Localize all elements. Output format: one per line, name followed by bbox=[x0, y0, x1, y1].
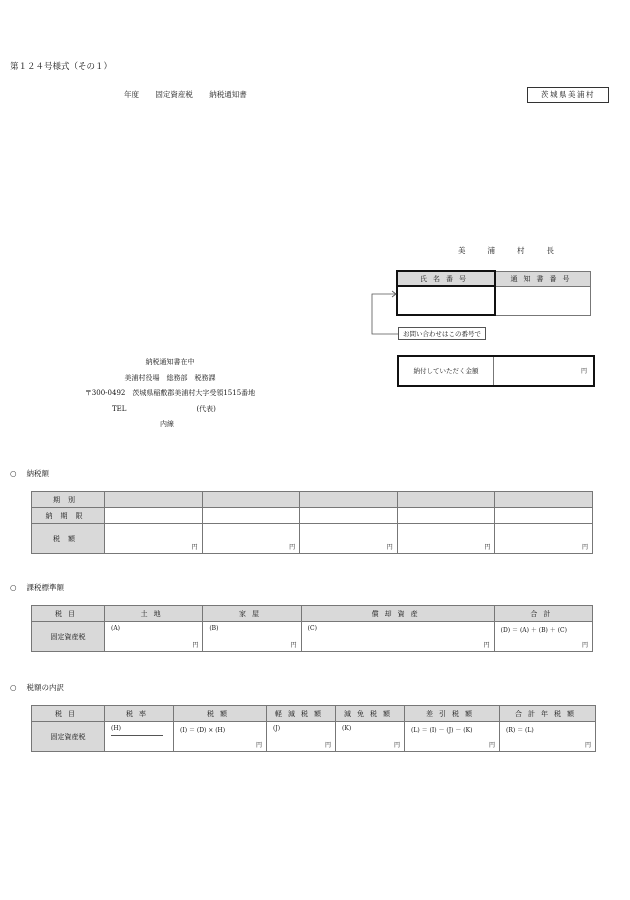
title-tax: 固定資産税 bbox=[155, 90, 193, 99]
yen-unit: 円 bbox=[584, 742, 591, 749]
yen-unit: 円 bbox=[324, 742, 331, 749]
yen-unit: 円 bbox=[483, 642, 490, 649]
header-house: 家屋 bbox=[203, 606, 301, 622]
header-exempted: 減免税額 bbox=[336, 706, 405, 722]
header-depreciable: 償却資産 bbox=[301, 606, 494, 622]
cell bbox=[105, 508, 203, 524]
tax-cell bbox=[495, 524, 593, 554]
row-fixed-asset-tax: 固定資産税 bbox=[32, 622, 105, 652]
office-name: 美浦村役場 総務部 税務課 bbox=[124, 373, 216, 382]
row-period: 期別 bbox=[32, 492, 105, 508]
tag-a: (A) bbox=[111, 625, 121, 632]
yen-unit: 円 bbox=[484, 544, 491, 551]
row-fixed-asset-tax: 固定資産税 bbox=[32, 722, 105, 752]
tag-b: (B) bbox=[209, 625, 219, 632]
header-net: 差引税額 bbox=[405, 706, 500, 722]
title-notice: 納税通知書 bbox=[209, 90, 247, 99]
cell-r bbox=[500, 722, 596, 752]
tag-k: (K) bbox=[342, 725, 352, 732]
cell bbox=[495, 508, 593, 524]
yen-unit: 円 bbox=[191, 544, 198, 551]
tag-h: (H) bbox=[111, 725, 121, 732]
section-tax-amount-title bbox=[10, 468, 49, 479]
tax-breakdown-table bbox=[31, 705, 596, 752]
office-tel bbox=[70, 402, 270, 418]
tax-cell bbox=[397, 524, 495, 554]
cell bbox=[397, 492, 495, 508]
payment-amount-box bbox=[397, 355, 595, 387]
name-number-header: 氏名番号 bbox=[397, 271, 495, 286]
yen-unit: 円 bbox=[255, 742, 262, 749]
section-tax-base-title bbox=[10, 582, 64, 593]
tax-cell bbox=[202, 524, 300, 554]
circle-icon: ○ bbox=[10, 469, 17, 478]
yen-unit: 円 bbox=[581, 642, 588, 649]
cell-d bbox=[494, 622, 592, 652]
title-year: 年度 bbox=[124, 90, 139, 99]
header-annual-total: 合計年税額 bbox=[500, 706, 596, 722]
office-ext: 内線 bbox=[160, 420, 174, 428]
payment-amount-label: 納付していただく金額 bbox=[399, 357, 494, 385]
cell-j bbox=[267, 722, 336, 752]
tel-label: TEL bbox=[112, 404, 127, 413]
yen-unit: 円 bbox=[386, 544, 393, 551]
yen-unit: 円 bbox=[289, 544, 296, 551]
cell bbox=[300, 508, 398, 524]
cell-k bbox=[336, 722, 405, 752]
cell-b bbox=[203, 622, 301, 652]
yen-unit: 円 bbox=[290, 642, 297, 649]
section3-label: 税額の内訳 bbox=[26, 683, 65, 692]
name-number-cell bbox=[397, 286, 495, 315]
cell bbox=[105, 492, 203, 508]
tax-cell bbox=[300, 524, 398, 554]
office-address: 〒300-0492 茨城県稲敷郡美浦村大字受領1515番地 bbox=[84, 389, 256, 397]
yen-unit: 円 bbox=[581, 544, 588, 551]
yen-unit: 円 bbox=[488, 742, 495, 749]
arrow-icon bbox=[368, 290, 400, 340]
form-number: 第１２４号様式（その１） bbox=[10, 62, 113, 72]
tax-cell bbox=[105, 524, 203, 554]
issuer-box: 茨城県美浦村 bbox=[527, 87, 609, 103]
notice-number-header: 通知書番号 bbox=[495, 271, 591, 286]
section-tax-breakdown-title bbox=[10, 682, 64, 693]
cell bbox=[202, 508, 300, 524]
yen-unit: 円 bbox=[192, 642, 199, 649]
tag-r: (R) ＝ (L) bbox=[506, 727, 534, 734]
header-tax-item: 税目 bbox=[32, 606, 105, 622]
cell bbox=[202, 492, 300, 508]
header-total: 合計 bbox=[494, 606, 592, 622]
mayor-title: 美浦村長 bbox=[458, 246, 576, 255]
cell-l bbox=[405, 722, 500, 752]
tel-rep: (代表) bbox=[196, 404, 216, 413]
circle-icon: ○ bbox=[10, 583, 17, 592]
id-numbers-table bbox=[396, 270, 591, 316]
header-land: 土地 bbox=[105, 606, 203, 622]
tax-base-table bbox=[31, 605, 593, 652]
section1-label: 納税額 bbox=[26, 469, 50, 478]
cell-h bbox=[105, 722, 174, 752]
tag-l: (L) ＝ (I) － (J) － (K) bbox=[411, 727, 473, 734]
tag-j: (J) bbox=[273, 725, 281, 732]
circle-icon: ○ bbox=[10, 683, 17, 692]
section2-label: 課税標準額 bbox=[26, 583, 65, 592]
cell-i bbox=[174, 722, 267, 752]
cell-a bbox=[105, 622, 203, 652]
tax-amount-table bbox=[31, 491, 593, 554]
tag-d: (D) ＝ (A) ＋ (B) ＋ (C) bbox=[500, 627, 567, 634]
yen-unit: 円 bbox=[393, 742, 400, 749]
header-tax-item: 税目 bbox=[32, 706, 105, 722]
yen-unit: 円 bbox=[580, 368, 587, 375]
header-reduced: 軽減税額 bbox=[267, 706, 336, 722]
header-tax: 税額 bbox=[174, 706, 267, 722]
office-address-block bbox=[70, 355, 270, 433]
row-due-date: 納期限 bbox=[32, 508, 105, 524]
cell bbox=[300, 492, 398, 508]
row-tax-amount: 税額 bbox=[32, 524, 105, 554]
header-tax-rate: 税率 bbox=[105, 706, 174, 722]
notice-number-cell bbox=[495, 286, 591, 315]
tag-i: (I) ＝ (D) × (H) bbox=[180, 727, 226, 734]
document-title bbox=[124, 89, 261, 100]
cell bbox=[495, 492, 593, 508]
notice-enclosed: 納税通知書在中 bbox=[145, 358, 195, 366]
cell bbox=[397, 508, 495, 524]
rate-underline bbox=[111, 735, 163, 736]
cell-c bbox=[301, 622, 494, 652]
inquiry-note: お問い合わせはこの番号で bbox=[398, 327, 486, 340]
tag-c: (C) bbox=[307, 625, 317, 632]
